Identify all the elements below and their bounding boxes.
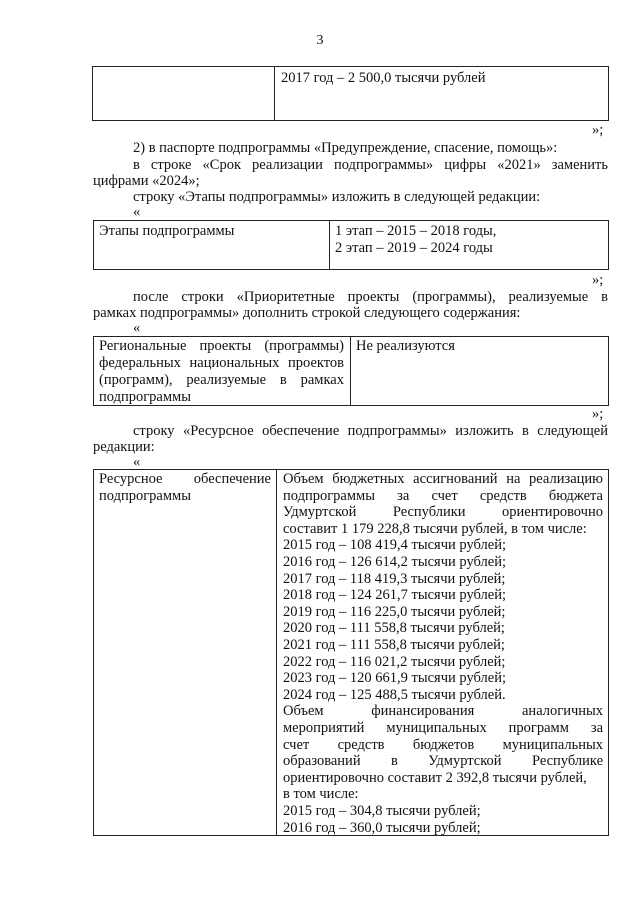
item2-line-3: цифрами «2024»; [93, 173, 200, 189]
table4-right-line-10: 2020 год – 111 558,8 тысячи рублей; [283, 620, 505, 637]
table4-right-line-22: 2016 год – 360,0 тысячи рублей; [283, 819, 481, 836]
item2-line-1: 2) в паспорте подпрограммы «Предупреждение, спасение, помощь»: [133, 140, 558, 156]
table4-right-line-1: Объем бюджетных ассигнований на реализацию [283, 471, 603, 487]
opening-quote-4: « [133, 454, 141, 470]
table4-left-line-1: Ресурсное обеспечение [99, 471, 271, 487]
table-stages [93, 220, 609, 270]
table4-right-line-18: образований в Удмуртской Республике [283, 753, 603, 770]
table3-left-line-2: федеральных национальных проектов [99, 355, 344, 371]
table4-left-line-2: подпрограммы [99, 488, 191, 504]
page-number: 3 [316, 33, 324, 48]
table4-right-line-20: в том числе: [283, 786, 359, 803]
table4-right-line-17: счет средств бюджетов муниципальных [283, 736, 603, 753]
table4-right-line-14: 2024 год – 125 488,5 тысячи рублей. [283, 686, 506, 703]
table2-right-line-1: 1 этап – 2015 – 2018 годы, [335, 223, 497, 239]
table4-right-line-4: составит 1 179 228,8 тысячи рублей, в том числе: [283, 520, 587, 537]
table4-right-line-3: Удмуртской Республики ориентировочно [283, 504, 603, 521]
table3-left-line-1: Региональные проекты (программы) [99, 338, 344, 354]
table4-right-line-5: 2015 год – 108 419,4 тысячи рублей; [283, 537, 507, 554]
table4-right-line-7: 2017 год – 118 419,3 тысячи рублей; [283, 570, 506, 587]
table-regional-projects [93, 336, 609, 406]
table2-right-line-2: 2 этап – 2019 – 2024 годы [335, 240, 493, 256]
after-line-1: после строки «Приоритетные проекты (программы), реализуемые в [133, 289, 608, 305]
table4-right-line-11: 2021 год – 111 558,8 тысячи рублей; [283, 637, 505, 653]
table2-left-cell: Этапы подпрограммы [99, 223, 235, 239]
table4-right-line-21: 2015 год – 304,8 тысячи рублей; [283, 803, 481, 819]
table-funding-2017 [92, 66, 609, 121]
opening-quote-2: « [133, 204, 141, 220]
after-line-2: рамках подпрограммы» дополнить строкой следующего содержания: [93, 305, 521, 321]
table4-right-line-12: 2022 год – 116 021,2 тысячи рублей; [283, 653, 506, 670]
table4-right-line-13: 2023 год – 120 661,9 тысячи рублей; [283, 670, 507, 687]
item2-line-2: в строке «Срок реализации подпрограммы» цифры «2021» заменить [133, 157, 608, 173]
resource-line-2: редакции: [93, 439, 155, 455]
item2-line-4: строку «Этапы подпрограммы» изложить в следующей редакции: [133, 189, 541, 205]
resource-line-1: строку «Ресурсное обеспечение подпрограммы» изложить в следующей [133, 423, 608, 439]
table3-right-cell: Не реализуются [356, 338, 455, 354]
table-resource-support [93, 469, 609, 836]
table4-right-line-15: Объем финансирования аналогичных [283, 703, 603, 720]
table4-right-line-19: ориентировочно составит 2 392,8 тысячи рублей, [283, 769, 587, 786]
table3-left-line-4: подпрограммы [99, 389, 191, 405]
closing-quote-2: »; [592, 272, 604, 288]
table4-right-line-16: мероприятий муниципальных программ за [283, 720, 603, 736]
table4-right-line-2: подпрограммы за счет средств бюджета [283, 487, 603, 504]
table4-right-line-9: 2019 год – 116 225,0 тысячи рублей; [283, 603, 506, 620]
closing-quote-1: »; [592, 122, 604, 138]
table4-right-line-6: 2016 год – 126 614,2 тысячи рублей; [283, 554, 507, 570]
table3-left-line-3: (программ), реализуемые в рамках [99, 372, 344, 388]
closing-quote-3: »; [592, 406, 604, 422]
table1-right-cell: 2017 год – 2 500,0 тысячи рублей [281, 70, 486, 86]
table4-right-line-8: 2018 год – 124 261,7 тысячи рублей; [283, 587, 507, 604]
opening-quote-3: « [133, 320, 141, 336]
